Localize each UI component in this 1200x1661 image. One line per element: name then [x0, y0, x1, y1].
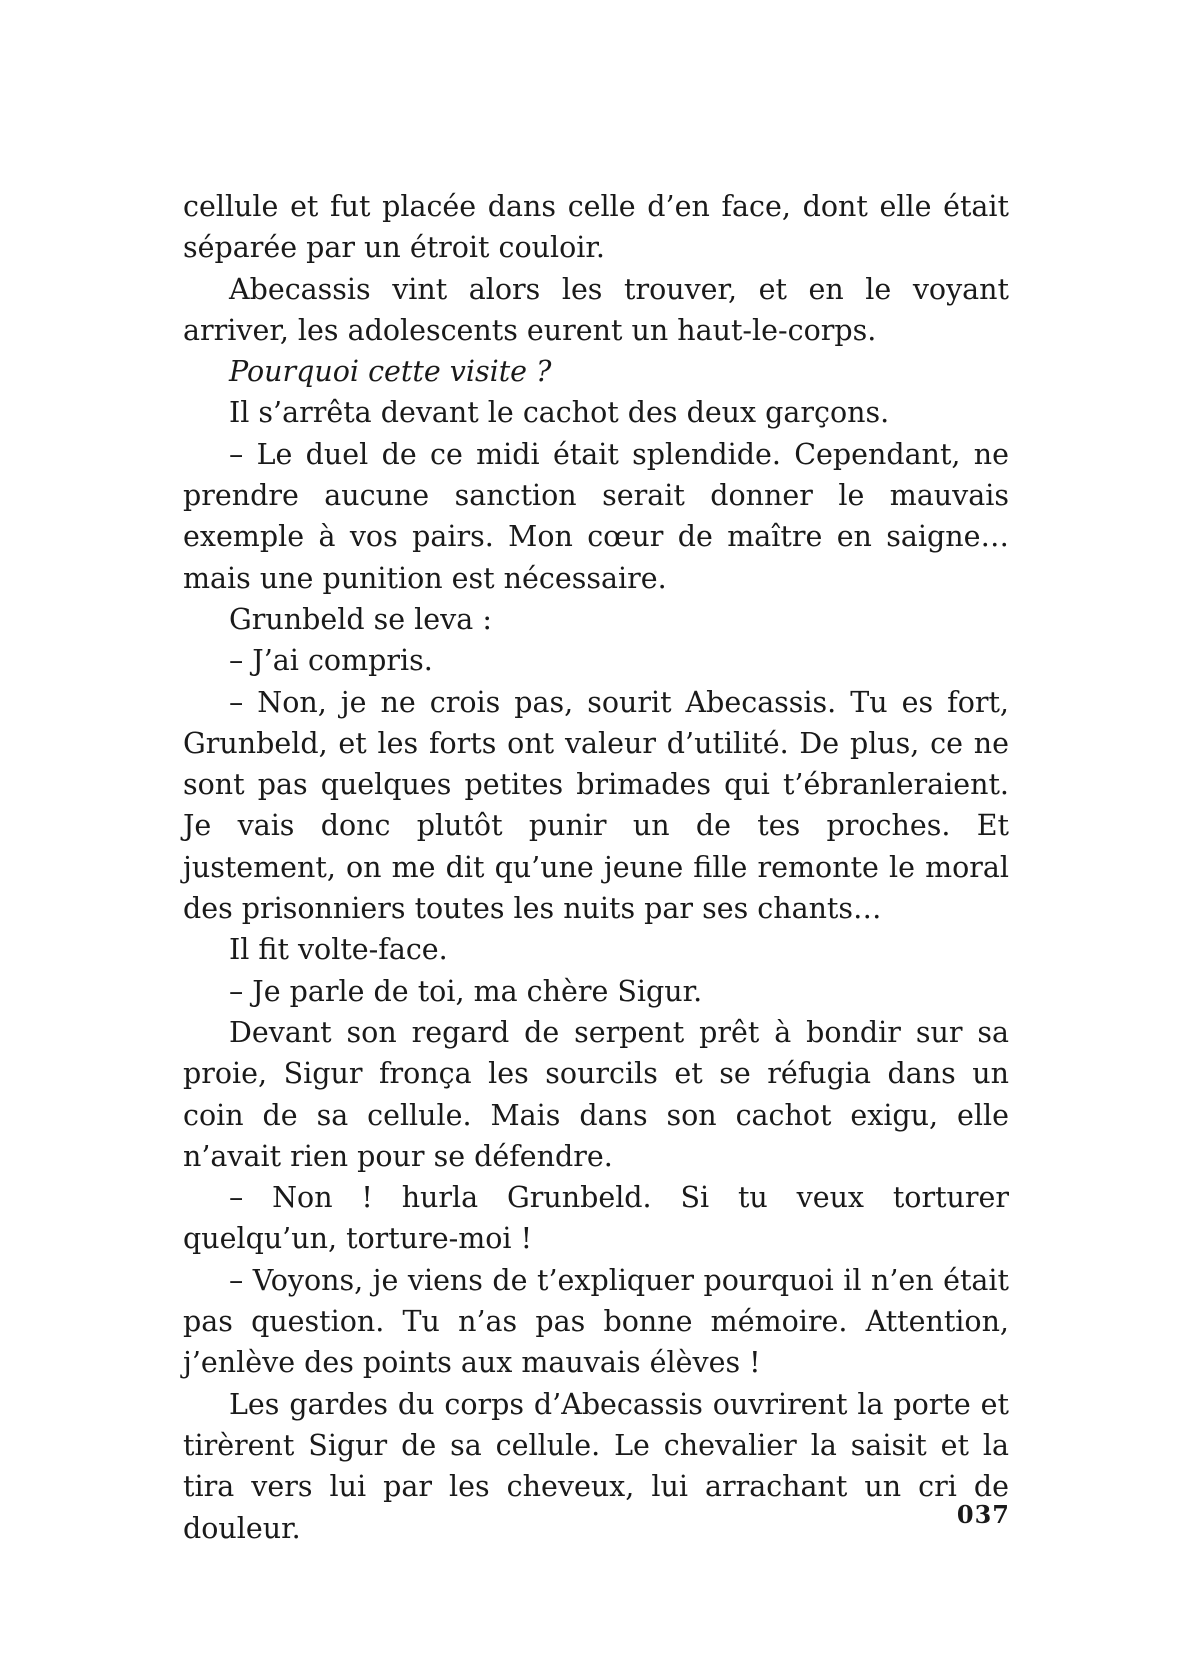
page-body — [183, 186, 1009, 1549]
paragraph-4: Il s’arrêta devant le cachot des deux garçons. — [229, 396, 890, 430]
paragraph-9: Il fit volte-face. — [229, 933, 448, 967]
paragraph-6: Grunbeld se leva : — [229, 602, 492, 636]
page-number: 037 — [956, 1500, 1010, 1529]
paragraph-1: cellule et fut placée dans celle d’en face, dont elle était séparée par un étroit couloir. — [183, 190, 1009, 265]
paragraph-12-dialogue: – Non ! hurla Grunbeld. Si tu veux torturer quelqu’un, torture-moi ! — [183, 1181, 1009, 1256]
paragraph-3-italic-thought: Pourquoi cette visite ? — [229, 355, 552, 389]
paragraph-13-dialogue: – Voyons, je viens de t’expliquer pourquoi il n’en était pas question. Tu n’as pas bonne mémoire. Attention, j’enlève des points aux mauvais élèves ! — [183, 1263, 1009, 1380]
paragraph-7-dialogue: – J’ai compris. — [229, 644, 433, 678]
paragraph-10-dialogue: – Je parle de toi, ma chère Sigur. — [229, 974, 703, 1008]
paragraph-8-dialogue: – Non, je ne crois pas, sourit Abecassis. Tu es fort, Grunbeld, et les forts ont valeur d’utilité. De plus, ce ne sont pas quelques petites brimades qui t’ébranleraient. Je vais donc plutôt punir un de tes proches. Et justement, on me dit qu’une jeune fille remonte le moral des prisonniers toutes les nuits par ses chants… — [183, 685, 1009, 926]
paragraph-14: Les gardes du corps d’Abecassis ouvrirent la porte et tirèrent Sigur de sa cellule. Le chevalier la saisit et la tira vers lui par les cheveux, lui arrachant un cri de douleur. — [183, 1387, 1009, 1545]
paragraph-11: Devant son regard de serpent prêt à bondir sur sa proie, Sigur fronça les sourcils et se réfugia dans un coin de sa cellule. Mais dans son cachot exigu, elle n’avait rien pour se défendre. — [183, 1015, 1009, 1173]
paragraph-2: Abecassis vint alors les trouver, et en le voyant arriver, les adolescents eurent un haut-le-corps. — [183, 272, 1009, 347]
paragraph-5-dialogue: – Le duel de ce midi était splendide. Cependant, ne prendre aucune sanction serait donner le mauvais exemple à vos pairs. Mon cœur de maître en saigne… mais une punition est nécessaire. — [183, 437, 1009, 595]
